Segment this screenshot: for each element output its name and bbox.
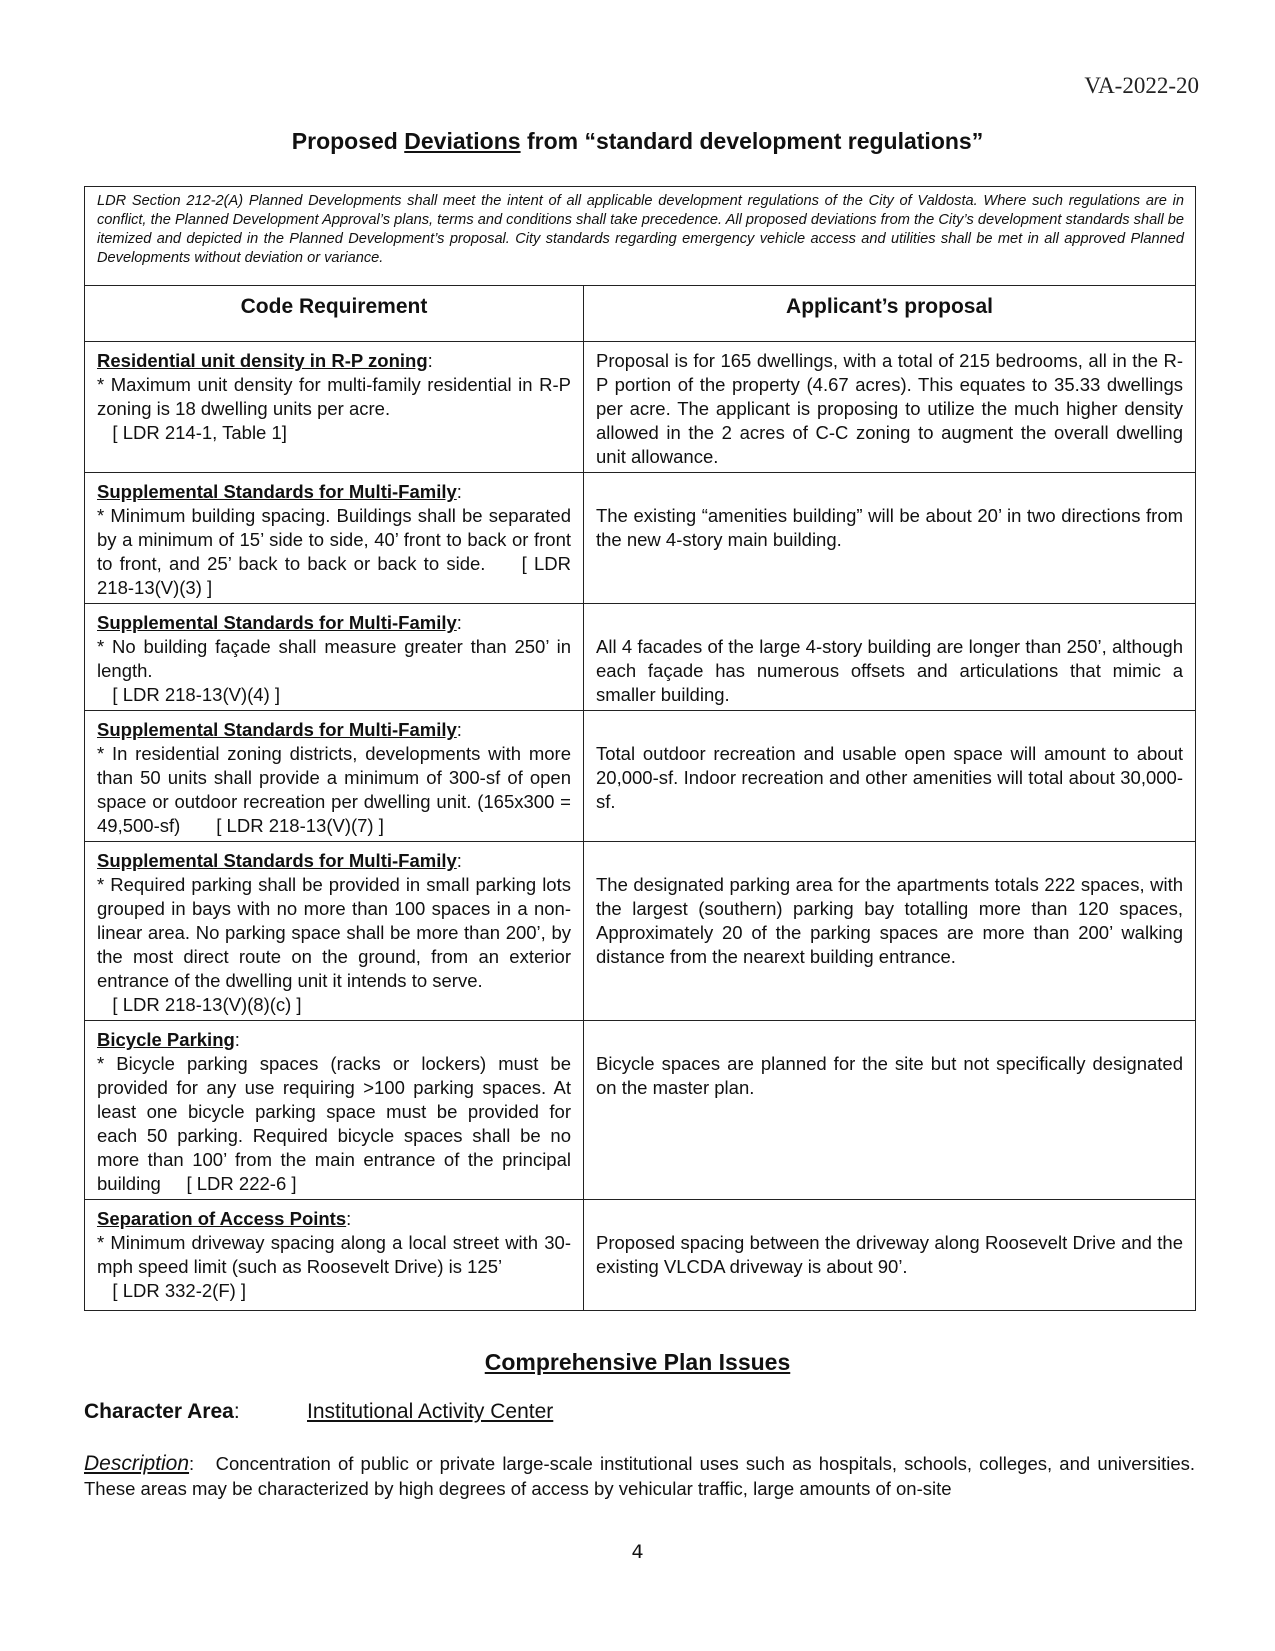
requirement-cell: Supplemental Standards for Multi-Family: * Minimum building spacing. Buildings shall be separated by a minimum of 15’ side to side, 40’ front to back or front to front, and 25’ back to back or back to side. [ LDR 218-13(V)(3) ] <box>85 473 584 604</box>
page-title <box>0 128 1275 155</box>
column-header-proposal: Applicant’s proposal <box>584 286 1196 342</box>
title-underlined-word: Deviations <box>404 128 521 154</box>
table-row <box>85 473 1196 604</box>
title-part2: from “standard development regulations” <box>520 128 984 154</box>
proposal-text: All 4 facades of the large 4-story building are longer than 250’, although each façade has numerous offsets and articulations that mimic a smaller building. <box>596 636 1184 705</box>
proposal-text: The existing “amenities building” will be about 20’ in two directions from the new 4-story main building. <box>596 505 1184 550</box>
character-area-label: Character Area <box>84 1400 234 1423</box>
requirement-cell: Separation of Access Points: * Minimum driveway spacing along a local street with 30-mph speed limit (such as Roosevelt Drive) is 125’ [ LDR 332-2(F) ] <box>85 1200 584 1311</box>
description-paragraph: Description: Concentration of public or private large-scale institutional uses such as hospitals, schools, colleges, and universities. These areas may be characterized by high degrees of access by vehicular traffic, large amounts of on-site <box>84 1452 1195 1499</box>
proposal-cell <box>584 473 1196 604</box>
requirement-heading: Supplemental Standards for Multi-Family <box>97 719 457 740</box>
requirement-reference: [ LDR 218-13(V)(3) ] <box>97 553 571 598</box>
proposal-text: Bicycle spaces are planned for the site but not specifically designated on the master plan. <box>596 1053 1184 1098</box>
requirement-reference: [ LDR 332-2(F) ] <box>112 1280 247 1301</box>
proposal-cell <box>584 1200 1196 1311</box>
requirement-reference: [ LDR 214-1, Table 1] <box>112 422 287 443</box>
table-row <box>85 842 1196 1021</box>
title-part1: Proposed <box>291 128 405 154</box>
requirement-text: * In residential zoning districts, developments with more than 50 units shall provide a minimum of 300-sf of open space or outdoor recreation per dwelling unit. (165x300 = 49,500-sf) <box>97 743 571 836</box>
table-row <box>85 1021 1196 1200</box>
proposal-text: Total outdoor recreation and usable open space will amount to about 20,000-sf. Indoor recreation and other amenities will total about 30,000-sf. <box>596 743 1184 812</box>
requirement-text: * No building façade shall measure greater than 250’ in length. <box>97 636 571 681</box>
table-row <box>85 342 1196 473</box>
requirement-cell: Supplemental Standards for Multi-Family: * No building façade shall measure greater than 250’ in length. [ LDR 218-13(V)(4) ] <box>85 604 584 711</box>
character-area-value: Institutional Activity Center <box>307 1400 554 1423</box>
proposal-text: The designated parking area for the apartments totals 222 spaces, with the largest (southern) parking bay totalling more than 120 spaces, Approximately 20 of the parking spaces are more than 200’ walking distance from the nearext building entrance. <box>596 874 1184 967</box>
requirement-text: * Minimum building spacing. Buildings shall be separated by a minimum of 15’ side to side, 40’ front to back or front to front, and 25’ back to back or back to side. <box>97 505 571 574</box>
requirement-reference: [ LDR 218-13(V)(7) ] <box>216 815 384 836</box>
description-text: Concentration of public or private large-scale institutional uses such as hospitals, schools, colleges, and universities. These areas may be characterized by high degrees of access by vehicular traffic, large amounts of on-site <box>84 1453 1195 1499</box>
proposal-cell <box>584 1021 1196 1200</box>
requirement-reference: [ LDR 222-6 ] <box>186 1173 297 1194</box>
column-header-requirement: Code Requirement <box>85 286 584 342</box>
intro-text: LDR Section 212-2(A) Planned Developments shall meet the intent of all applicable development regulations of the City of Valdosta. Where such regulations are in conflict, the Planned Development Approval’s plans, terms and conditions shall take precedence. All proposed deviations from the City’s development standards shall be itemized and depicted in the Planned Development’s proposal. City standards regarding emergency vehicle access and utilities shall be met in all approved Planned Developments without deviation or variance. <box>85 187 1196 286</box>
requirement-text: * Minimum driveway spacing along a local street with 30-mph speed limit (such as Roosevelt Drive) is 125’ <box>97 1232 571 1277</box>
proposal-text: Proposed spacing between the driveway along Roosevelt Drive and the existing VLCDA driveway is about 90’. <box>596 1232 1184 1277</box>
requirement-cell: Supplemental Standards for Multi-Family: * In residential zoning districts, developments with more than 50 units shall provide a minimum of 300-sf of open space or outdoor recreation per dwelling unit. (165x300 = 49,500-sf) [ LDR 218-13(V)(7) ] <box>85 711 584 842</box>
requirement-text: * Required parking shall be provided in small parking lots grouped in bays with no more than 100 spaces in a non-linear area. No parking space shall be more than 200’, by the most direct route on the ground, from an exterior entrance of the dwelling unit it intends to serve. <box>97 874 571 991</box>
table-row <box>85 711 1196 842</box>
intro-row <box>85 187 1196 286</box>
proposal-cell <box>584 604 1196 711</box>
description-label: Description <box>84 1452 190 1475</box>
proposal-cell: Proposal is for 165 dwellings, with a total of 215 bedrooms, all in the R-P portion of the property (4.67 acres). This equates to 35.33 dwellings per acre. The applicant is proposing to utilize the much higher density allowed in the 2 acres of C-C zoning to augment the overall dwelling unit allowance. <box>584 342 1196 473</box>
header-row <box>85 286 1196 342</box>
deviations-table <box>84 186 1196 1311</box>
requirement-text: * Bicycle parking spaces (racks or lockers) must be provided for any use requiring >100 parking spaces. At least one bicycle parking space must be provided for each 50 parking. Required bicycle spaces shall be no more than 100’ from the main entrance of the principal building <box>97 1053 571 1194</box>
requirement-heading: Supplemental Standards for Multi-Family <box>97 612 457 633</box>
character-area-line: Character Area: Institutional Activity Center <box>84 1400 554 1423</box>
requirement-cell: Residential unit density in R-P zoning: * Maximum unit density for multi-family residential in R-P zoning is 18 dwelling units per acre. [ LDR 214-1, Table 1] <box>85 342 584 473</box>
requirement-cell: Bicycle Parking: * Bicycle parking spaces (racks or lockers) must be provided for any use requiring >100 parking spaces. At least one bicycle parking space must be provided for each 50 parking. Required bicycle spaces shall be no more than 100’ from the main entrance of the principal building [ LDR 222-6 ] <box>85 1021 584 1200</box>
page-number: 4 <box>631 1541 644 1563</box>
table-row <box>85 604 1196 711</box>
proposal-cell <box>584 711 1196 842</box>
requirement-reference: [ LDR 218-13(V)(8)(c) ] <box>112 994 302 1015</box>
requirement-heading: Supplemental Standards for Multi-Family <box>97 481 457 502</box>
requirement-heading: Supplemental Standards for Multi-Family <box>97 850 457 871</box>
requirement-reference: [ LDR 218-13(V)(4) ] <box>112 684 281 705</box>
comprehensive-plan-heading: Comprehensive Plan Issues <box>484 1349 791 1375</box>
requirement-cell: Supplemental Standards for Multi-Family: * Required parking shall be provided in small parking lots grouped in bays with no more than 100 spaces in a non-linear area. No parking space shall be more than 200’, by the most direct route on the ground, from an exterior entrance of the dwelling unit it intends to serve. [ LDR 218-13(V)(8)(c) ] <box>85 842 584 1021</box>
requirement-heading: Separation of Access Points <box>97 1208 347 1229</box>
table-row <box>85 1200 1196 1311</box>
requirement-text: * Maximum unit density for multi-family residential in R-P zoning is 18 dwelling units per acre. <box>97 374 571 419</box>
document-id: VA-2022-20 <box>1084 73 1199 98</box>
proposal-cell <box>584 842 1196 1021</box>
requirement-heading: Residential unit density in R-P zoning <box>97 350 428 371</box>
requirement-heading: Bicycle Parking <box>97 1029 235 1050</box>
